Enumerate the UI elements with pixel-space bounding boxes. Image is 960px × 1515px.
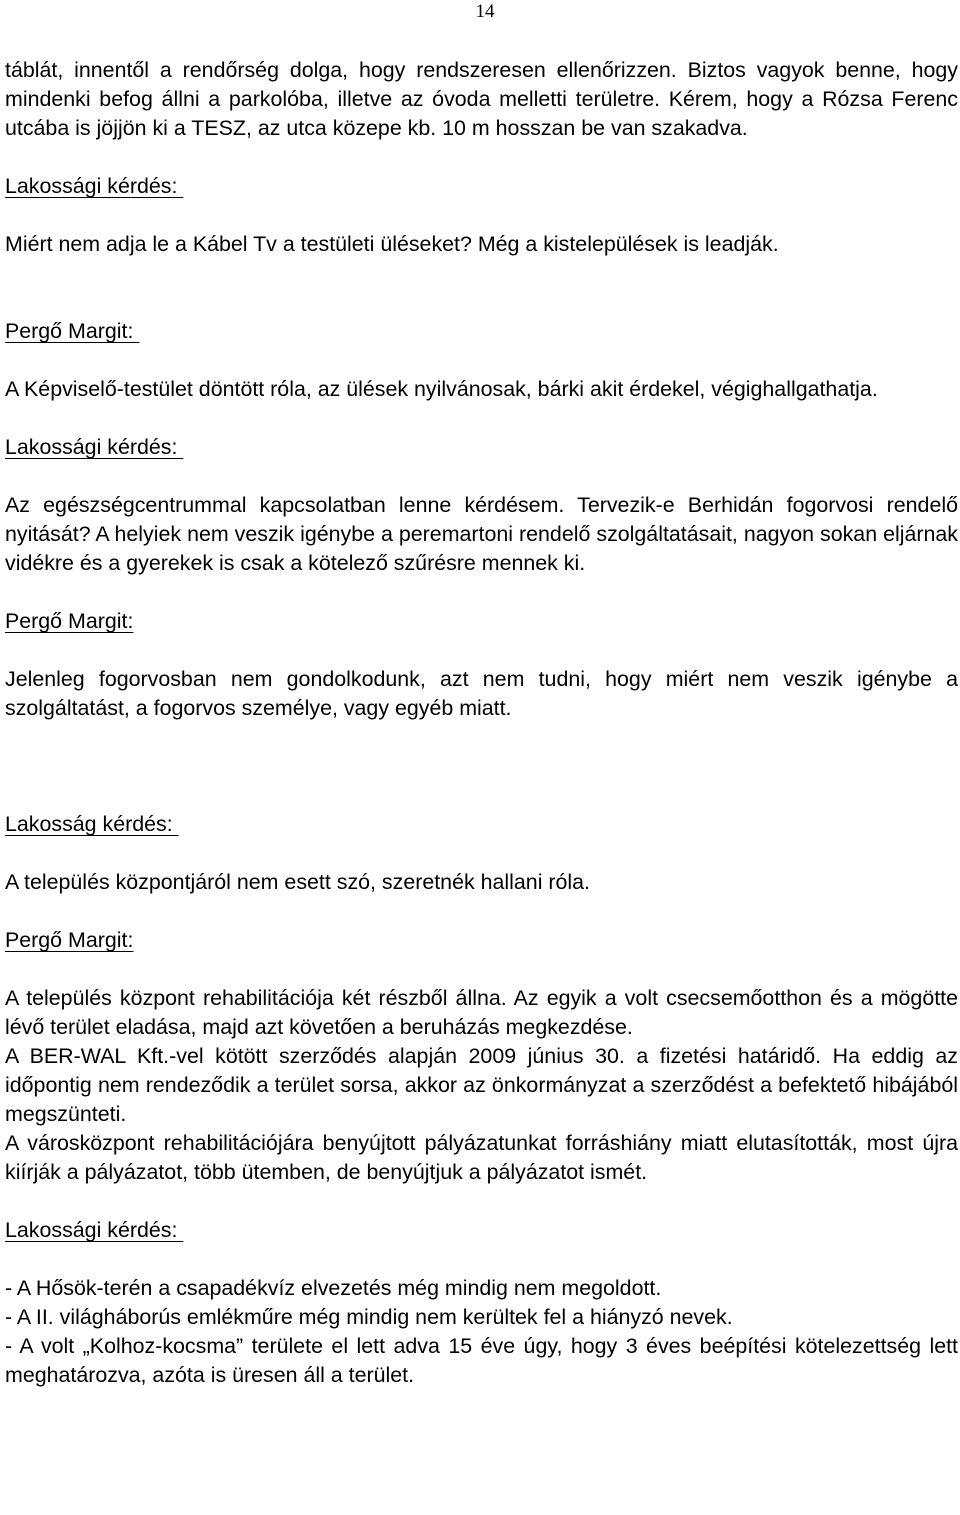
speaker-heading bbox=[5, 607, 958, 636]
speaker-label: Lakossági kérdés: bbox=[5, 174, 184, 198]
speaker-heading bbox=[5, 926, 958, 955]
paragraph: A városközpont rehabilitációjára benyújtott pályázatunkat forráshiány miatt elutasították, most újra kiírják a pályázatot, több ütemben, de benyújtjuk a pályázatot ismét. bbox=[5, 1131, 958, 1184]
paragraph: A település központ rehabilitációja két részből állna. Az egyik a volt csecsemőotthon és a mögötte lévő terület eladása, majd azt követően a beruházás megkezdése. bbox=[5, 986, 958, 1039]
speaker-heading bbox=[5, 317, 958, 346]
list-item: - A volt „Kolhoz-kocsma” területe el lett adva 15 éve úgy, hogy 3 éves beépítési kötelezettség lett meghatározva, azóta is üresen áll a terület. bbox=[5, 1334, 958, 1387]
speaker-label: Lakossági kérdés: bbox=[5, 1218, 184, 1242]
speaker-heading bbox=[5, 1216, 958, 1245]
speaker-label: Lakosság kérdés: bbox=[5, 812, 179, 836]
speaker-heading bbox=[5, 433, 958, 462]
paragraph: Az egészségcentrummal kapcsolatban lenne kérdésem. Tervezik-e Berhidán fogorvosi rendelő nyitását? A helyiek nem veszik igénybe a peremartoni rendelő szolgáltatásait, nagyon sokan eljárnak vidékre és a gyerekek is csak a kötelező szűrésre mennek ki. bbox=[5, 493, 958, 575]
speaker-label: Pergő Margit: bbox=[5, 609, 134, 633]
speaker-label: Pergő Margit: bbox=[5, 319, 140, 343]
list-item: - A II. világháborús emlékműre még mindig nem kerültek fel a hiányzó nevek. bbox=[5, 1305, 733, 1329]
page-number: 14 bbox=[475, 1, 495, 22]
speaker-label: Pergő Margit: bbox=[5, 928, 134, 952]
paragraph: A BER-WAL Kft.-vel kötött szerződés alapján 2009 június 30. a fizetési határidő. Ha eddig az időpontig nem rendeződik a terület sorsa, akkor az önkormányzat a szerződést a befektető hibájából megszünteti. bbox=[5, 1044, 958, 1126]
paragraph: Jelenleg fogorvosban nem gondolkodunk, azt nem tudni, hogy miért nem veszik igénybe a szolgáltatást, a fogorvos személye, vagy egyéb miatt. bbox=[5, 667, 958, 720]
answer-section bbox=[5, 984, 958, 1187]
speaker-heading bbox=[5, 172, 958, 201]
paragraph: Miért nem adja le a Kábel Tv a testületi üléseket? Még a kistelepülések is leadják. bbox=[5, 232, 779, 256]
paragraph: A Képviselő-testület döntött róla, az ülések nyilvánosak, bárki akit érdekel, végighallgathatja. bbox=[5, 377, 878, 401]
document-body bbox=[5, 56, 958, 1390]
question-list bbox=[5, 1274, 958, 1390]
speaker-heading bbox=[5, 810, 958, 839]
paragraph: táblát, innentől a rendőrség dolga, hogy rendszeresen ellenőrizzen. Biztos vagyok benne, hogy mindenki befog állni a parkolóba, illetve az óvoda melletti területre. Kérem, hogy a Rózsa Ferenc utcába is jöjjön ki a TESZ, az utca közepe kb. 10 m hosszan be van szakadva. bbox=[5, 58, 958, 140]
paragraph: A település központjáról nem esett szó, szeretnék hallani róla. bbox=[5, 870, 591, 894]
speaker-label: Lakossági kérdés: bbox=[5, 435, 184, 459]
list-item: - A Hősök-terén a csapadékvíz elvezetés még mindig nem megoldott. bbox=[5, 1276, 662, 1300]
